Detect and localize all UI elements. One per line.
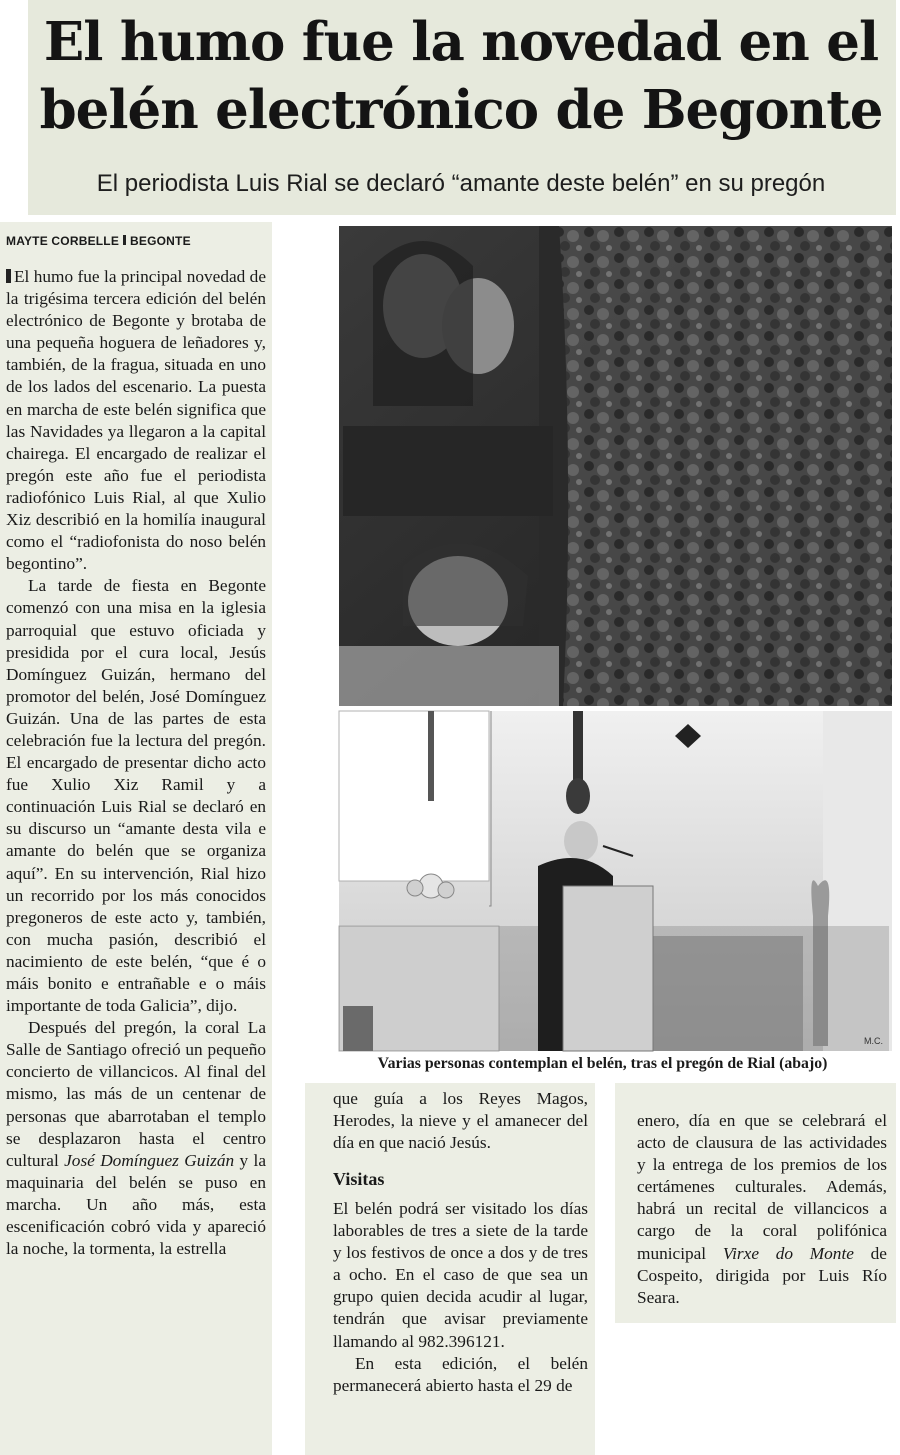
paragraph	[6, 266, 266, 575]
paragraph-text: Después del pregón, la coral La Salle de Santiago ofreció un pequeño concierto de villancicos. Al final del mismo, las más de un centenar de personas que abarrotaban el templo se desplazaron hasta el centro cultural	[6, 1018, 266, 1170]
subheadline: El periodista Luis Rial se declaró “amante deste belén” en su pregón	[96, 170, 826, 197]
paragraph-text: El humo fue la principal novedad de la trigésima tercera edición del belén electrónico de Begonte y brotaba de una pequeña hoguera de leñadores y, también, de la fragua, situada en uno de los lados del escenario. La puesta en marcha de este belén significa que las Navidades ya llegaron a la capital chairega. El encargado de realizar el pregón este año fue el periodista radiofónico Luis Rial, al que Xulio Xiz describió en la homilía inaugural como el “radiofonista do noso belén begontino”.	[6, 267, 266, 574]
article-column-2-continuation	[333, 1088, 588, 1154]
photo-caption: Varias personas contemplan el belén, tras el pregón de Rial (abajo)	[377, 1055, 828, 1072]
byline-location: BEGONTE	[130, 234, 191, 248]
byline-separator	[123, 235, 126, 245]
top-photo	[339, 226, 892, 706]
headline: El humo fue la novedad en el belén electrónico de Begonte	[39, 11, 883, 141]
paragraph	[6, 1017, 266, 1260]
paragraph-text: de Cospeito, dirigida por Luis Río Seara.	[637, 1243, 887, 1307]
italic-name: Virxe do Monte	[722, 1243, 854, 1263]
article-column-2	[333, 1198, 588, 1453]
italic-name: José Domínguez Guizán	[64, 1150, 235, 1170]
lead-marker	[6, 269, 11, 283]
byline	[6, 234, 266, 248]
paragraph: que guía a los Reyes Magos, Herodes, la nieve y el amanecer del día en que nació Jesús.	[333, 1089, 588, 1153]
article-column-3	[637, 1110, 887, 1309]
paragraph-text: y la maquinaria del belén se puso en marcha. Un año más, esta escenificación cobró vida y apareció la noche, la tormenta, la estrella	[6, 1150, 266, 1259]
photo-credit: M.C.	[864, 1036, 883, 1046]
article-column-1	[6, 266, 266, 1451]
section-heading: Visitas	[333, 1169, 385, 1189]
article-photo	[313, 226, 892, 1052]
paragraph: En esta edición, el belén permanecerá abierto hasta el 29 de	[333, 1353, 588, 1395]
bottom-photo	[339, 711, 892, 1051]
paragraph-text: enero, día en que se celebrará el acto de clausura de las actividades y la entrega de los premios de los certámenes culturales. Además, habrá un recital de villancicos a cargo de la coral polifónica municipal	[637, 1111, 887, 1263]
paragraph: La tarde de fiesta en Begonte comenzó con una misa en la iglesia parroquial que estuvo oficiada y presidida por el cura local, Jesús Domínguez Guizán, hermano del promotor del belén, José Domínguez Guizán. Una de las partes de esta celebración fue la lectura del pregón. El encargado de presentar dicho acto fue Xulio Xiz Ramil y a continuación Luis Rial se declaró en su discurso un “amante desta vila e amante do belén que se organiza aquí”. En su intervención, Rial hizo un recorrido por los más conocidos pregoneros de este acto y, también, con mucha pasión, describió el nacimiento de este belén, “que é o máis bonito e entrañable e o máis importante de toda Galicia”, dijo.	[6, 576, 266, 1016]
paragraph: El belén podrá ser visitado los días laborables de tres a siete de la tarde y los festivos de once a dos y de tres a ocho. En el caso de que sea un grupo quien decida acudir al lugar, tendrán que avisar previamente llamando al 982.396121.	[333, 1199, 588, 1351]
byline-author: MAYTE CORBELLE	[6, 234, 120, 248]
paragraph	[637, 1110, 887, 1309]
